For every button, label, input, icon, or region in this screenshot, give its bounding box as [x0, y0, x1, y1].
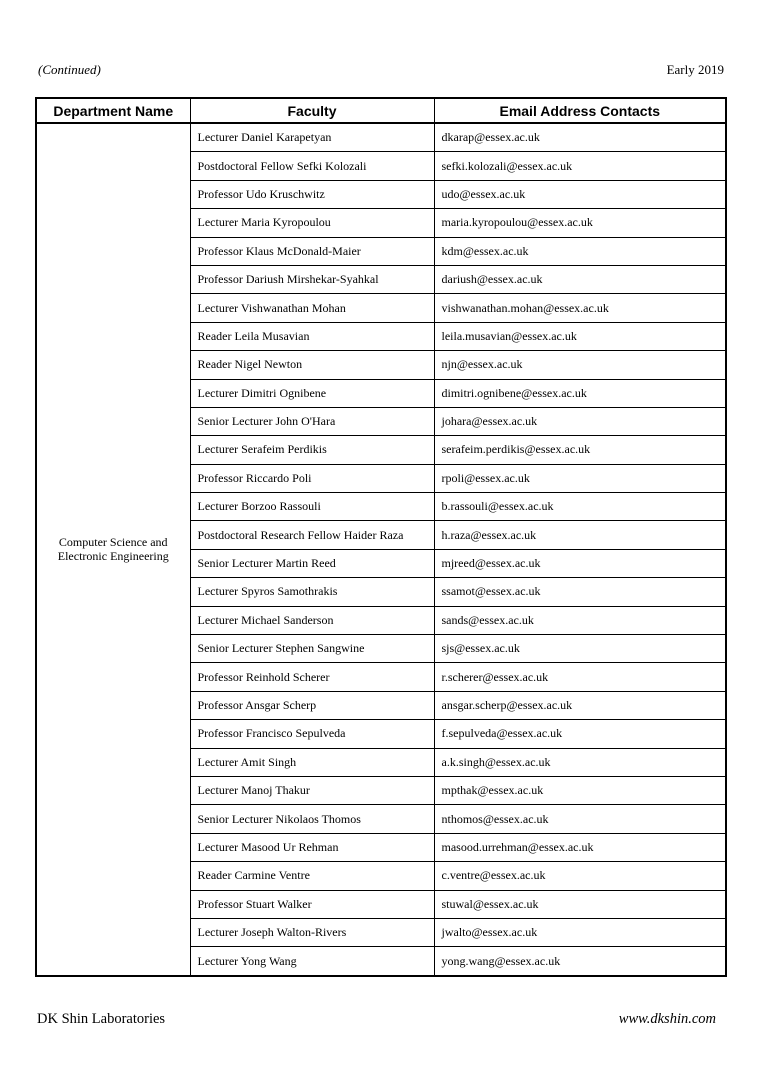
department-name-line: Electronic Engineering [57, 549, 169, 564]
faculty-cell: Professor Udo Kruschwitz [190, 180, 434, 208]
table-header-row [36, 98, 726, 123]
column-header-email: Email Address Contacts [434, 98, 726, 123]
faculty-directory-table [35, 97, 727, 977]
faculty-cell: Reader Carmine Ventre [190, 862, 434, 890]
email-cell: sands@essex.ac.uk [434, 606, 726, 634]
faculty-cell: Lecturer Michael Sanderson [190, 606, 434, 634]
department-name-line: Computer Science and [58, 535, 168, 550]
email-cell: jwalto@essex.ac.uk [434, 918, 726, 946]
email-cell: rpoli@essex.ac.uk [434, 464, 726, 492]
faculty-cell: Senior Lecturer Martin Reed [190, 549, 434, 577]
faculty-cell: Lecturer Spyros Samothrakis [190, 578, 434, 606]
email-cell: c.ventre@essex.ac.uk [434, 862, 726, 890]
email-cell: f.sepulveda@essex.ac.uk [434, 720, 726, 748]
table-body [36, 123, 726, 976]
email-cell: nthomos@essex.ac.uk [434, 805, 726, 833]
faculty-cell: Lecturer Vishwanathan Mohan [190, 294, 434, 322]
department-name-cell [36, 123, 190, 976]
faculty-cell: Lecturer Dimitri Ognibene [190, 379, 434, 407]
email-cell: yong.wang@essex.ac.uk [434, 947, 726, 976]
email-cell: ssamot@essex.ac.uk [434, 578, 726, 606]
email-cell: r.scherer@essex.ac.uk [434, 663, 726, 691]
faculty-cell: Lecturer Maria Kyropoulou [190, 209, 434, 237]
email-cell: leila.musavian@essex.ac.uk [434, 322, 726, 350]
faculty-cell: Professor Klaus McDonald-Maier [190, 237, 434, 265]
email-cell: maria.kyropoulou@essex.ac.uk [434, 209, 726, 237]
faculty-cell: Postdoctoral Fellow Sefki Kolozali [190, 152, 434, 180]
faculty-cell: Lecturer Borzoo Rassouli [190, 493, 434, 521]
footer-website: www.dkshin.com [618, 1011, 716, 1027]
email-cell: b.rassouli@essex.ac.uk [434, 493, 726, 521]
email-cell: stuwal@essex.ac.uk [434, 890, 726, 918]
date-label: Early 2019 [666, 62, 724, 77]
continued-label: (Continued) [38, 62, 101, 77]
email-cell: dimitri.ognibene@essex.ac.uk [434, 379, 726, 407]
faculty-cell: Senior Lecturer Stephen Sangwine [190, 635, 434, 663]
email-cell: sefki.kolozali@essex.ac.uk [434, 152, 726, 180]
column-header-department: Department Name [36, 98, 190, 123]
faculty-cell: Professor Stuart Walker [190, 890, 434, 918]
faculty-cell: Reader Leila Musavian [190, 322, 434, 350]
faculty-cell: Postdoctoral Research Fellow Haider Raza [190, 521, 434, 549]
column-header-faculty: Faculty [190, 98, 434, 123]
faculty-cell: Professor Riccardo Poli [190, 464, 434, 492]
email-cell: vishwanathan.mohan@essex.ac.uk [434, 294, 726, 322]
faculty-cell: Professor Ansgar Scherp [190, 691, 434, 719]
email-cell: masood.urrehman@essex.ac.uk [434, 833, 726, 861]
email-cell: a.k.singh@essex.ac.uk [434, 748, 726, 776]
faculty-cell: Lecturer Yong Wang [190, 947, 434, 976]
faculty-cell: Lecturer Joseph Walton-Rivers [190, 918, 434, 946]
table-row [36, 123, 726, 152]
email-cell: johara@essex.ac.uk [434, 407, 726, 435]
faculty-cell: Professor Francisco Sepulveda [190, 720, 434, 748]
faculty-cell: Professor Reinhold Scherer [190, 663, 434, 691]
faculty-cell: Lecturer Serafeim Perdikis [190, 436, 434, 464]
email-cell: serafeim.perdikis@essex.ac.uk [434, 436, 726, 464]
email-cell: dariush@essex.ac.uk [434, 265, 726, 293]
email-cell: dkarap@essex.ac.uk [434, 123, 726, 152]
email-cell: mjreed@essex.ac.uk [434, 549, 726, 577]
footer-publisher: DK Shin Laboratories [37, 1011, 166, 1027]
faculty-cell: Reader Nigel Newton [190, 351, 434, 379]
email-cell: udo@essex.ac.uk [434, 180, 726, 208]
email-cell: h.raza@essex.ac.uk [434, 521, 726, 549]
email-cell: mpthak@essex.ac.uk [434, 776, 726, 804]
email-cell: sjs@essex.ac.uk [434, 635, 726, 663]
faculty-cell: Lecturer Daniel Karapetyan [190, 123, 434, 152]
faculty-cell: Lecturer Amit Singh [190, 748, 434, 776]
email-cell: njn@essex.ac.uk [434, 351, 726, 379]
faculty-cell: Lecturer Manoj Thakur [190, 776, 434, 804]
email-cell: kdm@essex.ac.uk [434, 237, 726, 265]
faculty-cell: Lecturer Masood Ur Rehman [190, 833, 434, 861]
faculty-cell: Senior Lecturer Nikolaos Thomos [190, 805, 434, 833]
faculty-cell: Senior Lecturer John O'Hara [190, 407, 434, 435]
email-cell: ansgar.scherp@essex.ac.uk [434, 691, 726, 719]
faculty-cell: Professor Dariush Mirshekar-Syahkal [190, 265, 434, 293]
